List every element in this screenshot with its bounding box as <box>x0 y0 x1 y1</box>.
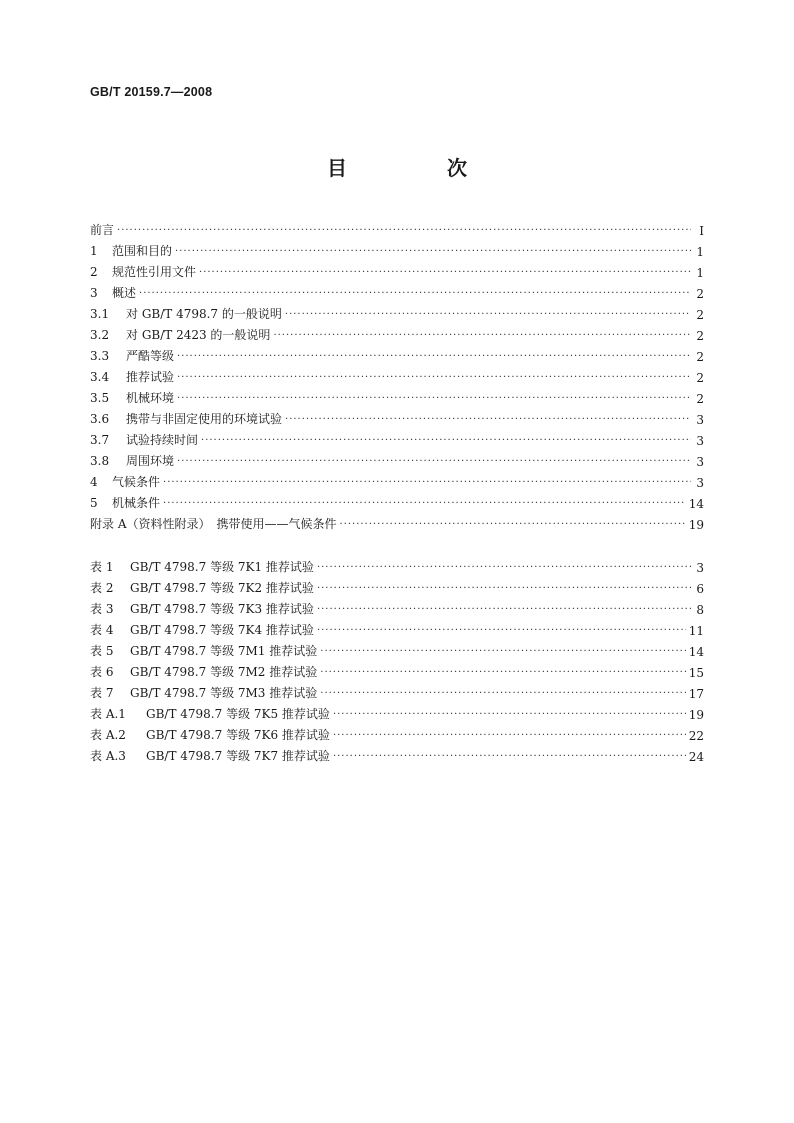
entry-number: 3.1 <box>90 307 110 321</box>
entry-title <box>90 242 172 259</box>
leader-dots <box>333 729 686 743</box>
entry-page-number: 2 <box>696 371 704 385</box>
entry-page-number: 11 <box>688 624 704 638</box>
toc-entry[interactable] <box>90 406 704 427</box>
entry-label: GB/T 4798.7 等级 7M2 推荐试验 <box>130 665 318 679</box>
table-list-entry[interactable] <box>90 617 704 638</box>
entry-label: 周围环境 <box>126 454 175 468</box>
entry-title <box>90 263 196 280</box>
entry-page-number: 2 <box>696 329 704 343</box>
entry-label: 推荐试验 <box>126 370 175 384</box>
entry-label: 试验持续时间 <box>126 433 199 447</box>
entry-number: 表 6 <box>90 665 114 679</box>
leader-dots <box>320 645 685 659</box>
entry-title <box>90 515 336 532</box>
table-list-entry[interactable] <box>90 638 704 659</box>
entry-title <box>90 684 317 701</box>
table-list-entry[interactable] <box>90 596 704 617</box>
entry-title <box>90 305 282 322</box>
entry-label: 严酷等级 <box>126 349 175 363</box>
entry-label: 对 GB/T 2423 的一般说明 <box>126 328 271 342</box>
toc-entry[interactable] <box>90 469 704 490</box>
entry-label: GB/T 4798.7 等级 7K7 推荐试验 <box>146 749 330 763</box>
leader-dots <box>317 624 686 638</box>
entry-page-number: 6 <box>696 582 704 596</box>
entry-page-number: 2 <box>696 350 704 364</box>
entry-label: 规范性引用文件 <box>112 265 197 279</box>
entry-number: 表 A.2 <box>90 728 126 742</box>
toc-entry[interactable] <box>90 301 704 322</box>
entry-number: 5 <box>90 496 98 510</box>
entry-page-number: 22 <box>688 729 704 743</box>
entry-title <box>90 431 198 448</box>
entry-page-number: 14 <box>688 497 704 511</box>
entry-label: GB/T 4798.7 等级 7K1 推荐试验 <box>130 560 314 574</box>
leader-dots <box>285 413 691 427</box>
toc-entry[interactable] <box>90 364 704 385</box>
entry-title <box>90 389 174 406</box>
entry-number: 1 <box>90 244 98 258</box>
entry-number: 表 7 <box>90 686 114 700</box>
leader-dots <box>163 476 691 490</box>
entry-label: 机械条件 <box>112 496 161 510</box>
leader-dots <box>163 497 686 511</box>
entry-title <box>90 347 174 364</box>
entry-page-number: 17 <box>688 687 704 701</box>
leader-dots <box>175 245 691 259</box>
entry-label: 前言 <box>90 223 115 237</box>
entry-page-number: 19 <box>688 708 704 722</box>
table-list-entry[interactable] <box>90 743 704 764</box>
entry-title <box>90 621 314 638</box>
entry-title <box>90 473 160 490</box>
leader-dots <box>139 287 691 301</box>
leader-dots <box>317 603 691 617</box>
entry-page-number: 14 <box>688 645 704 659</box>
entry-title <box>90 368 174 385</box>
leader-dots <box>117 224 691 238</box>
leader-dots <box>317 582 691 596</box>
entry-page-number: 3 <box>696 413 704 427</box>
entry-page-number: 3 <box>696 434 704 448</box>
entry-page-number: 3 <box>696 476 704 490</box>
entry-title <box>90 663 317 680</box>
entry-title <box>90 284 136 301</box>
entry-page-number: 2 <box>696 392 704 406</box>
entry-title <box>90 642 317 659</box>
entry-label: 气候条件 <box>112 475 161 489</box>
entry-number: 表 5 <box>90 644 114 658</box>
table-list-entry[interactable] <box>90 701 704 722</box>
leader-dots <box>320 687 685 701</box>
entry-page-number: 8 <box>696 603 704 617</box>
toc-entry[interactable] <box>90 490 704 511</box>
leader-dots <box>320 666 685 680</box>
table-list-entry[interactable] <box>90 554 704 575</box>
toc-entry[interactable] <box>90 280 704 301</box>
entry-number: 表 A.3 <box>90 749 126 763</box>
entry-label: GB/T 4798.7 等级 7K4 推荐试验 <box>130 623 314 637</box>
section-gap <box>90 532 704 554</box>
entry-page-number: 1 <box>696 266 704 280</box>
toc-entry[interactable] <box>90 217 704 238</box>
entry-number: 表 A.1 <box>90 707 126 721</box>
entry-number: 3.2 <box>90 328 110 342</box>
leader-dots <box>333 708 686 722</box>
entry-label: GB/T 4798.7 等级 7K6 推荐试验 <box>146 728 330 742</box>
entry-page-number: 3 <box>696 455 704 469</box>
entry-label: GB/T 4798.7 等级 7K2 推荐试验 <box>130 581 314 595</box>
entry-title <box>90 410 282 427</box>
table-of-contents <box>90 217 704 764</box>
entry-label: 携带与非固定使用的环境试验 <box>126 412 283 426</box>
leader-dots <box>339 518 685 532</box>
entry-page-number: 2 <box>696 308 704 322</box>
leader-dots <box>177 455 691 469</box>
table-list-entry[interactable] <box>90 680 704 701</box>
entry-label: 对 GB/T 4798.7 的一般说明 <box>126 307 282 321</box>
entry-title <box>90 221 114 238</box>
toc-entry[interactable] <box>90 343 704 364</box>
leader-dots <box>285 308 691 322</box>
leader-dots <box>177 371 691 385</box>
entry-title <box>90 558 314 575</box>
entry-title <box>90 726 330 743</box>
entry-number: 表 2 <box>90 581 114 595</box>
toc-entry[interactable] <box>90 448 704 469</box>
entry-number: 3.7 <box>90 433 110 447</box>
entry-page-number: 1 <box>696 245 704 259</box>
entry-number: 表 4 <box>90 623 114 637</box>
entry-title <box>90 452 174 469</box>
leader-dots <box>333 750 686 764</box>
entry-number: 3.3 <box>90 349 110 363</box>
leader-dots <box>177 392 691 406</box>
leader-dots <box>177 350 691 364</box>
table-list-entry[interactable] <box>90 659 704 680</box>
leader-dots <box>199 266 691 280</box>
entry-number: 3.5 <box>90 391 110 405</box>
entry-label: GB/T 4798.7 等级 7M1 推荐试验 <box>130 644 318 658</box>
entry-page-number: 15 <box>688 666 704 680</box>
entry-label: GB/T 4798.7 等级 7K3 推荐试验 <box>130 602 314 616</box>
table-list-entry[interactable] <box>90 575 704 596</box>
entry-title <box>90 600 314 617</box>
entry-number: 表 3 <box>90 602 114 616</box>
entry-label: 机械环境 <box>126 391 175 405</box>
entry-page-number: 3 <box>696 561 704 575</box>
toc-entry[interactable] <box>90 385 704 406</box>
entry-number: 3.8 <box>90 454 110 468</box>
entry-title <box>90 494 160 511</box>
leader-dots <box>317 561 691 575</box>
leader-dots <box>273 329 691 343</box>
entry-title <box>90 579 314 596</box>
standard-code: GB/T 20159.7—2008 <box>90 85 213 99</box>
toc-entry[interactable] <box>90 511 704 532</box>
entry-number: 表 1 <box>90 560 114 574</box>
toc-entry[interactable] <box>90 238 704 259</box>
entry-number: 3.4 <box>90 370 110 384</box>
entry-label: GB/T 4798.7 等级 7K5 推荐试验 <box>146 707 330 721</box>
entry-number: 2 <box>90 265 98 279</box>
entry-number: 3 <box>90 286 98 300</box>
toc-entry[interactable] <box>90 259 704 280</box>
entry-label: 范围和目的 <box>112 244 173 258</box>
table-list-entry[interactable] <box>90 722 704 743</box>
entry-title <box>90 326 270 343</box>
entry-number: 3.6 <box>90 412 110 426</box>
entry-label: 附录 A（资料性附录） 携带使用——气候条件 <box>90 517 337 531</box>
entry-title <box>90 705 330 722</box>
entry-page-number: 24 <box>688 750 704 764</box>
page-title: 目 次 <box>327 156 507 180</box>
entry-page-number: 2 <box>696 287 704 301</box>
leader-dots <box>201 434 691 448</box>
entry-number: 4 <box>90 475 98 489</box>
entry-label: 概述 <box>112 286 137 300</box>
entry-page-number: 19 <box>688 518 704 532</box>
entry-title <box>90 747 330 764</box>
toc-entry[interactable] <box>90 427 704 448</box>
toc-entry[interactable] <box>90 322 704 343</box>
entry-label: GB/T 4798.7 等级 7M3 推荐试验 <box>130 686 318 700</box>
entry-page-number: Ⅰ <box>699 224 704 238</box>
